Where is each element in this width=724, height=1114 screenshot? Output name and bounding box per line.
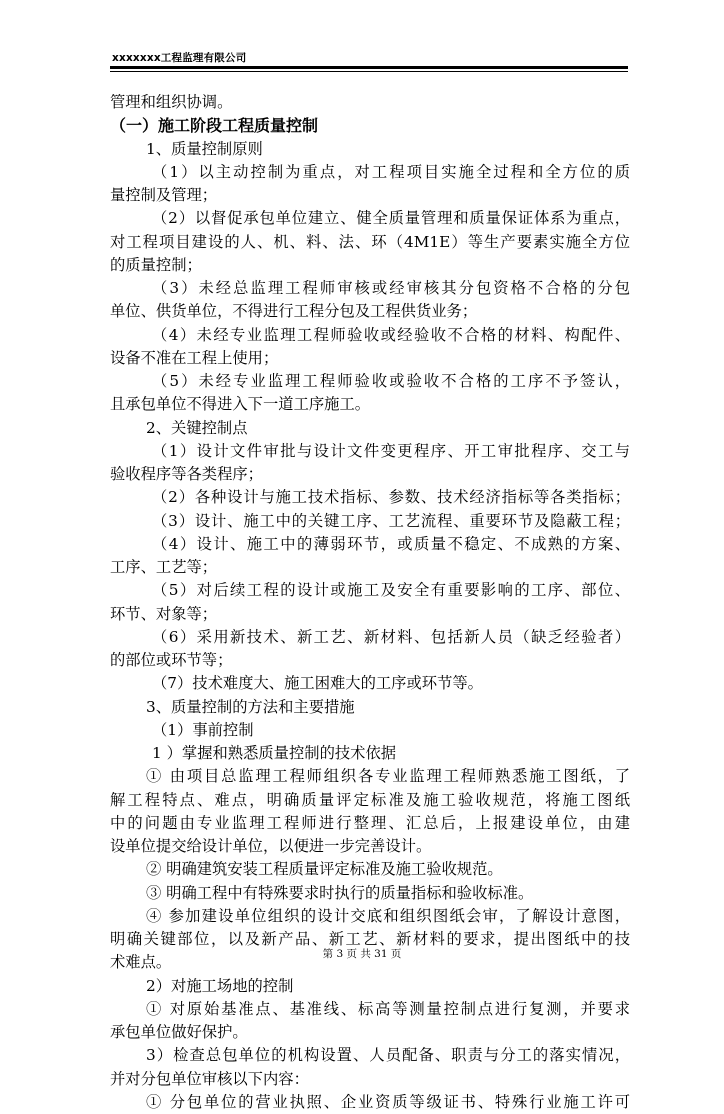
text-line: 1 ）掌握和熟悉质量控制的技术依据 <box>152 744 397 762</box>
text-line: 2、关键控制点 <box>146 418 248 437</box>
text-line: （1）事前控制 <box>152 720 254 739</box>
text-line: ① 由项目总监理工程师组织各专业监理工程师熟悉施工图纸，了 <box>146 767 630 786</box>
text-line: （2）以督促承包单位建立、健全质量管理和质量保证体系为重点， <box>152 209 630 228</box>
text-line: 对工程项目建设的人、机、料、法、环（4M1E）等生产要素实施全方位 <box>110 232 630 251</box>
text-line: 术难点。 <box>110 953 172 972</box>
text-line: 工序、工艺等； <box>110 558 218 576</box>
text-line: 1、质量控制原则 <box>146 139 263 158</box>
header-rule-thick <box>110 66 628 69</box>
text-line: （7）技术难度大、施工困难大的工序或环节等。 <box>152 674 483 693</box>
text-line: 环节、对象等； <box>110 604 218 623</box>
text-line: （1）设计文件审批与设计文件变更程序、开工审批程序、交工与 <box>152 441 630 460</box>
page-number-footer: 第 3 页 共 31 页 <box>322 948 402 960</box>
text-line: 承包单位做好保护。 <box>110 1023 248 1041</box>
text-line: 且承包单位不得进入下一道工序施工。 <box>110 395 371 414</box>
section-heading: （一）施工阶段工程质量控制 <box>110 116 319 136</box>
text-line: （3）未经总监理工程师审核或经审核其分包资格不合格的分包 <box>152 279 630 297</box>
header-rule-thin <box>110 71 628 72</box>
text-line: 明确关键部位，以及新产品、新工艺、新材料的要求，提出图纸中的技 <box>110 930 630 948</box>
text-line: （2）各种设计与施工技术指标、参数、技术经济指标等各类指标； <box>152 488 630 507</box>
text-line: 3）检查总包单位的机构设置、人员配备、职责与分工的落实情况， <box>146 1046 630 1065</box>
text-line: （4）未经专业监理工程师验收或经验收不合格的材料、构配件、 <box>152 325 630 344</box>
text-line: ④ 参加建设单位组织的设计交底和组织图纸会审，了解设计意图， <box>146 906 630 925</box>
text-line: 2）对施工场地的控制 <box>146 976 294 995</box>
text-line: 的部位或环节等； <box>110 651 233 669</box>
text-line: （5）未经专业监理工程师验收或验收不合格的工序不予签认， <box>152 372 630 390</box>
text-line: 的质量控制； <box>110 255 202 274</box>
text-line: ① 对原始基准点、基准线、标高等测量控制点进行复测，并要求 <box>146 999 630 1018</box>
text-line: （1）以主动控制为重点，对工程项目实施全过程和全方位的质 <box>152 162 630 181</box>
text-line: 管理和组织协调。 <box>110 93 233 111</box>
text-line: 设单位提交给设计单位，以便进一步完善设计。 <box>110 837 432 855</box>
text-line: 中的问题由专业监理工程师进行整理、汇总后，上报建设单位，由建 <box>110 813 630 832</box>
text-line: （4）设计、施工中的薄弱环节，或质量不稳定、不成熟的方案、 <box>152 534 630 553</box>
text-line: 并对分包单位审核以下内容： <box>110 1069 309 1088</box>
text-line: ② 明确建筑安装工程质量评定标准及施工验收规范。 <box>146 860 503 879</box>
text-line: （3）设计、施工中的关键工序、工艺流程、重要环节及隐蔽工程； <box>152 511 630 530</box>
text-line: （6）采用新技术、新工艺、新材料、包括新人员（缺乏经验者） <box>152 627 630 646</box>
text-line: 验收程序等各类程序； <box>110 465 263 483</box>
text-line: ① 分包单位的营业执照、企业资质等级证书、特殊行业施工许可 <box>146 1092 630 1111</box>
text-line: 3、质量控制的方法和主要措施 <box>146 697 355 716</box>
text-line: 量控制及管理； <box>110 186 218 204</box>
text-line: 解工程特点、难点，明确质量评定标准及施工验收规范，将施工图纸 <box>110 790 630 809</box>
text-line: ③ 明确工程中有特殊要求时执行的质量指标和验收标准。 <box>146 883 534 902</box>
text-line: 单位、供货单位，不得进行工程分包及工程供货业务； <box>110 302 478 321</box>
text-line: （5）对后续工程的设计或施工及安全有重要影响的工序、部位、 <box>152 581 630 600</box>
text-line: 设备不准在工程上使用； <box>110 348 279 367</box>
header-company-name: xxxxxxx工程监理有限公司 <box>112 52 247 64</box>
